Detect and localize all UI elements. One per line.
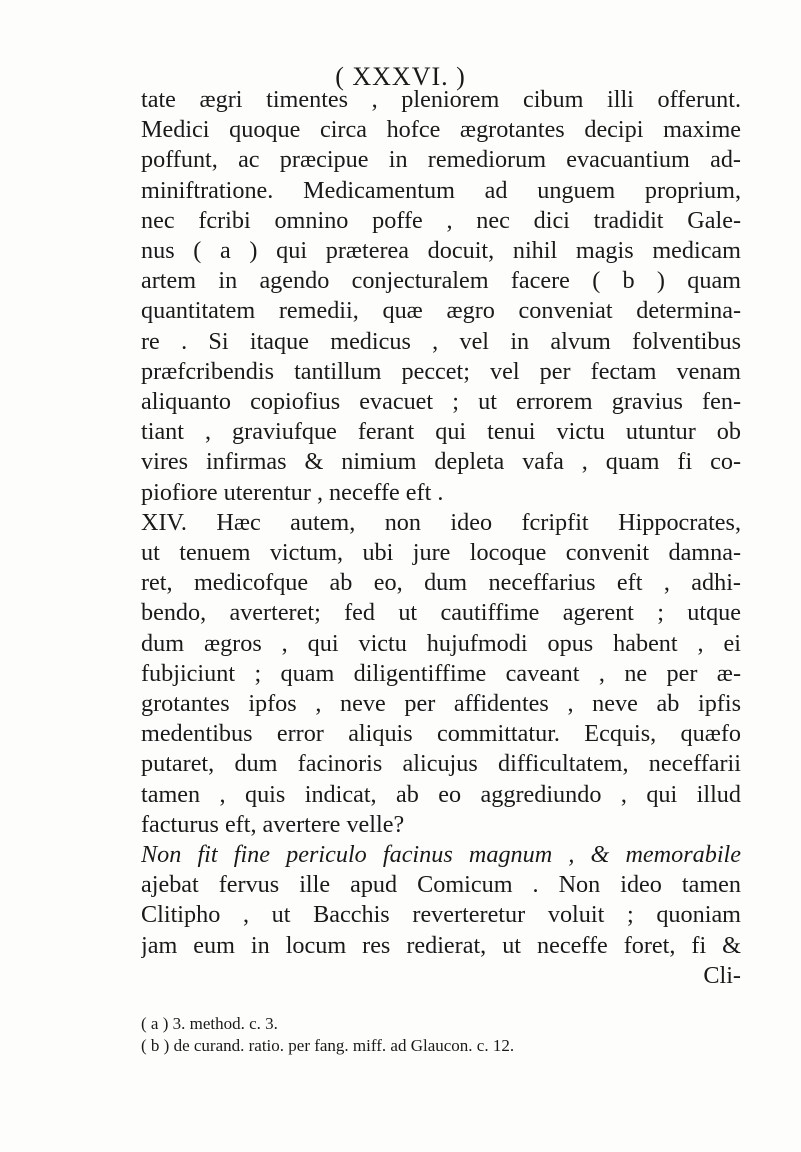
quotation-line: Non fit fine periculo facinus magnum , & memorabile <box>141 841 741 869</box>
text-line: putaret, dum facinoris alicujus difficultatem, neceffarii <box>141 750 741 778</box>
text-line: Clitipho , ut Bacchis reverteretur voluit ; quoniam <box>141 901 741 929</box>
text-line: piofiore uterentur , neceffe eft . <box>141 478 444 506</box>
text-line: artem in agendo conjecturalem facere ( b ) quam <box>141 267 741 295</box>
text-line: Medici quoque circa hofce ægrotantes decipi maxime <box>141 116 741 144</box>
text-line: poffunt, ac præcipue in remediorum evacuantium ad- <box>141 146 741 174</box>
text-line: facturus eft, avertere velle? <box>141 810 405 838</box>
text-line: vires infirmas & nimium depleta vafa , quam fi co- <box>141 448 741 476</box>
catchword: Cli- <box>703 961 741 989</box>
text-line: dum ægros , qui victu hujufmodi opus habent , ei <box>141 629 741 657</box>
text-line: bendo, averteret; fed ut cautiffime agerent ; utque <box>141 599 741 627</box>
paragraph-start-line: XIV. Hæc autem, non ideo fcripfit Hippocrates, <box>141 508 741 536</box>
text-line: quantitatem remedii, quæ ægro conveniat determina- <box>141 297 741 325</box>
footnote-a: ( a ) 3. method. c. 3. <box>141 1014 278 1033</box>
text-line: miniftratione. Medicamentum ad unguem proprium, <box>141 176 741 204</box>
text-line: præfcribendis tantillum peccet; vel per fectam venam <box>141 357 741 385</box>
text-line: fubjiciunt ; quam diligentiffime caveant , ne per æ- <box>141 659 741 687</box>
text-line: tiant , graviufque ferant qui tenui victu utuntur ob <box>141 418 741 446</box>
text-line: ajebat fervus ille apud Comicum . Non ideo tamen <box>141 871 741 899</box>
text-line: tamen , quis indicat, ab eo aggrediundo , qui illud <box>141 780 741 808</box>
text-line: ret, medicofque ab eo, dum neceffarius eft , adhi- <box>141 569 741 597</box>
text-line: nec fcribi omnino poffe , nec dici tradidit Gale- <box>141 206 741 234</box>
text-line: tate ægri timentes , pleniorem cibum illi offerunt. <box>141 86 741 113</box>
footnote-b: ( b ) de curand. ratio. per fang. miff. ad Glaucon. c. 12. <box>141 1036 515 1055</box>
text-line: re . Si itaque medicus , vel in alvum folventibus <box>141 327 741 355</box>
text-line: grotantes ipfos , neve per affidentes , neve ab ipfis <box>141 690 741 718</box>
text-line: ut tenuem victum, ubi jure locoque convenit damna- <box>141 539 741 567</box>
body-text <box>141 85 741 991</box>
text-line: nus ( a ) qui præterea docuit, nihil magis medicam <box>141 237 741 265</box>
text-line: aliquanto copiofius evacuet ; ut errorem gravius fen- <box>141 388 741 416</box>
text-line: medentibus error aliquis committatur. Ecquis, quæfo <box>141 720 741 748</box>
footnotes <box>141 1013 661 1057</box>
text-line: jam eum in locum res redierat, ut neceffe foret, fi & <box>141 931 741 959</box>
page-number: ( XXXVI. ) <box>335 62 466 91</box>
